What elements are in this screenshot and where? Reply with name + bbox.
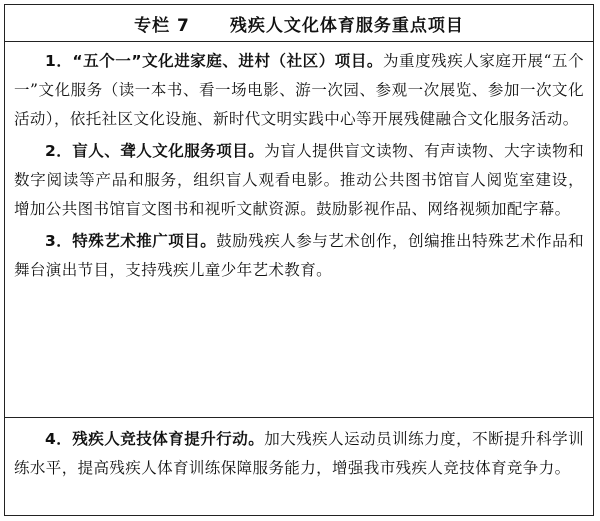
box-title bbox=[5, 5, 593, 42]
item-text: 加大残疾人运动员训练力度，不断提升科学训练水平，提高残疾人体育训练保障服务能力，增强我市残疾人竞技体育竞争力。 bbox=[14, 430, 584, 477]
item-heading: 1．“五个一”文化进家庭、进村（社区）项目。 bbox=[45, 52, 383, 70]
box-title-label: 专栏 7 bbox=[134, 15, 190, 36]
item-text: 鼓励残疾人参与艺术创作，创编推出特殊艺术作品和舞台演出节目，支持残疾儿童少年艺术教育。 bbox=[14, 232, 585, 279]
box-body bbox=[14, 45, 584, 285]
item-text: 为重度残疾人家庭开展“五个一”文化服务（读一本书、看一场电影、游一次园、参观一次展览、参加一次文化活动），依托社区文化设施、新时代文明实践中心等开展残健融合文化服务活动。 bbox=[14, 52, 585, 128]
item-paragraph bbox=[14, 425, 584, 483]
feature-box bbox=[4, 4, 594, 516]
item-paragraph bbox=[14, 47, 584, 134]
item-heading: 3．特殊艺术推广项目。 bbox=[45, 232, 217, 250]
section-divider bbox=[5, 417, 593, 418]
box-body-lower bbox=[14, 425, 584, 483]
item-heading: 4．残疾人竞技体育提升行动。 bbox=[45, 430, 265, 448]
item-text: 为盲人提供盲文读物、有声读物、大字读物和数字阅读等产品和服务，组织盲人观看电影。推动公共图书馆盲人阅览室建设，增加公共图书馆盲文图书和视听文献资源。鼓励影视作品、网络视频加配字幕。 bbox=[14, 142, 584, 218]
item-paragraph bbox=[14, 227, 584, 285]
item-heading: 2．盲人、聋人文化服务项目。 bbox=[45, 142, 265, 160]
item-paragraph bbox=[14, 137, 584, 224]
box-title-text: 残疾人文化体育服务重点项目 bbox=[229, 15, 464, 36]
